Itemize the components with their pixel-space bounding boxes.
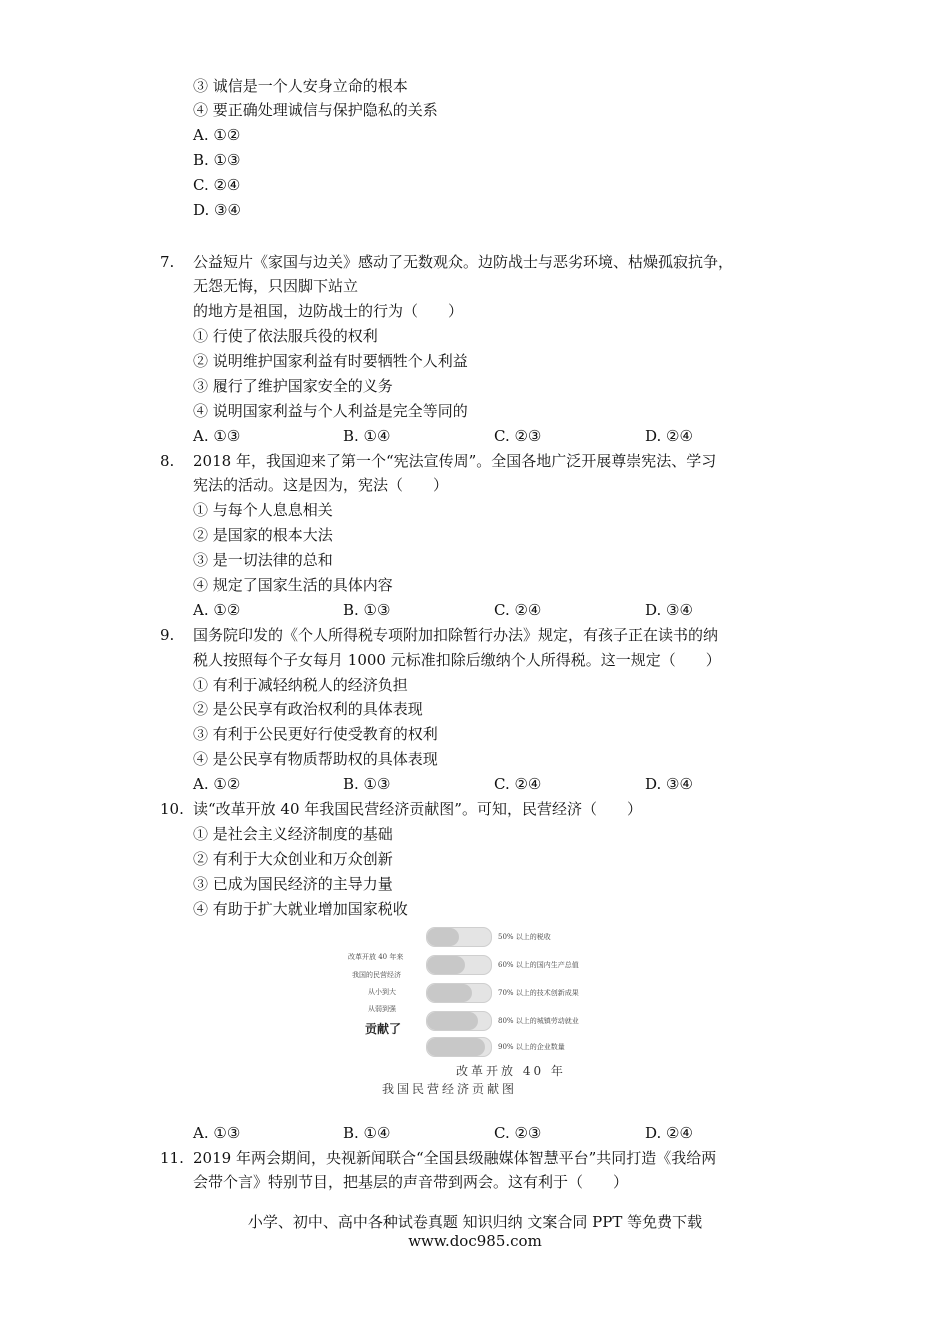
contribution-label-5: 90% 以上的企业数量 bbox=[498, 1043, 565, 1051]
q10-option-c: C. ②③ bbox=[494, 1124, 542, 1142]
contribution-bar-1 bbox=[426, 927, 492, 947]
figure-caption-1: 改革开放 40 年 bbox=[456, 1064, 566, 1078]
contribution-bar-fill bbox=[427, 984, 472, 1002]
q10-option-a: A. ①③ bbox=[193, 1124, 241, 1142]
q9-number: 9. bbox=[160, 626, 175, 644]
q6-item-3: ③ 诚信是一个人安身立命的根本 bbox=[193, 77, 408, 95]
contribution-label-3: 70% 以上的技术创新成果 bbox=[498, 989, 579, 997]
q8-stem-line-1: 2018 年，我国迎来了第一个“宪法宣传周”。全国各地广泛开展尊崇宪法、学习 bbox=[193, 452, 717, 470]
q7-stem-line-3: 的地方是祖国，边防战士的行为（ ） bbox=[193, 302, 464, 320]
q10-item-2: ② 有利于大众创业和万众创新 bbox=[193, 850, 393, 868]
q7-option-d: D. ②④ bbox=[645, 427, 693, 445]
figure-caption-2: 我国民营经济贡献图 bbox=[382, 1082, 518, 1096]
contribution-label-2: 60% 以上的国内生产总值 bbox=[498, 961, 579, 969]
q9-item-4: ④ 是公民享有物质帮助权的具体表现 bbox=[193, 750, 438, 768]
contribution-bar-4 bbox=[426, 1011, 492, 1031]
figure-left-big: 贡献了 bbox=[365, 1022, 402, 1036]
q7-stem-line-2: 无怨无悔，只因脚下站立 bbox=[193, 277, 359, 295]
q11-stem-line-1: 2019 年两会期间，央视新闻联合“全国县级融媒体智慧平台”共同打造《我给两 bbox=[193, 1149, 717, 1167]
figure-left-line-3: 从小到大 bbox=[368, 988, 396, 996]
private-economy-contribution-figure bbox=[330, 920, 620, 1100]
q8-item-4: ④ 规定了国家生活的具体内容 bbox=[193, 576, 393, 594]
q9-option-a: A. ①② bbox=[193, 775, 241, 793]
q10-option-d: D. ②④ bbox=[645, 1124, 693, 1142]
q9-stem-line-2: 税人按照每个子女每月 1000 元标准扣除后缴纳个人所得税。这一规定（ ） bbox=[193, 651, 721, 669]
figure-left-line-2: 我国的民营经济 bbox=[352, 971, 401, 979]
q8-item-1: ① 与每个人息息相关 bbox=[193, 501, 333, 519]
contribution-bar-fill bbox=[427, 1038, 485, 1056]
q10-item-1: ① 是社会主义经济制度的基础 bbox=[193, 825, 393, 843]
q11-stem-line-2: 会带个言》特别节目，把基层的声音带到两会。这有利于（ ） bbox=[193, 1173, 629, 1191]
footer-line-1: 小学、初中、高中各种试卷真题 知识归纳 文案合同 PPT 等免费下载 bbox=[247, 1213, 703, 1231]
figure-left-line-1: 改革开放 40 年来 bbox=[348, 953, 404, 961]
q8-option-c: C. ②④ bbox=[494, 601, 542, 619]
q7-option-c: C. ②③ bbox=[494, 427, 542, 445]
q10-item-4: ④ 有助于扩大就业增加国家税收 bbox=[193, 900, 408, 918]
q7-option-a: A. ①③ bbox=[193, 427, 241, 445]
q7-item-1: ① 行使了依法服兵役的权利 bbox=[193, 327, 378, 345]
q10-stem-line-1: 读“改革开放 40 年我国民营经济贡献图”。可知，民营经济（ ） bbox=[193, 800, 642, 818]
contribution-bar-3 bbox=[426, 983, 492, 1003]
q9-item-2: ② 是公民享有政治权利的具体表现 bbox=[193, 700, 423, 718]
q9-item-3: ③ 有利于公民更好行使受教育的权利 bbox=[193, 725, 438, 743]
q8-item-3: ③ 是一切法律的总和 bbox=[193, 551, 333, 569]
q8-option-a: A. ①② bbox=[193, 601, 241, 619]
q8-item-2: ② 是国家的根本大法 bbox=[193, 526, 333, 544]
q7-number: 7. bbox=[160, 253, 175, 271]
q6-option-a: A. ①② bbox=[193, 126, 241, 144]
q8-stem-line-2: 宪法的活动。这是因为，宪法（ ） bbox=[193, 476, 449, 494]
figure-left-line-4: 从弱到强 bbox=[368, 1005, 396, 1013]
footer-url: www.doc985.com bbox=[408, 1232, 542, 1250]
q9-stem-line-1: 国务院印发的《个人所得税专项附加扣除暂行办法》规定，有孩子正在读书的纳 bbox=[193, 626, 719, 644]
contribution-bar-fill bbox=[427, 1012, 478, 1030]
q10-item-3: ③ 已成为国民经济的主导力量 bbox=[193, 875, 393, 893]
q6-option-b: B. ①③ bbox=[193, 151, 241, 169]
q10-option-b: B. ①④ bbox=[343, 1124, 391, 1142]
q7-item-4: ④ 说明国家利益与个人利益是完全等同的 bbox=[193, 402, 468, 420]
q6-item-4: ④ 要正确处理诚信与保护隐私的关系 bbox=[193, 101, 438, 119]
contribution-label-1: 50% 以上的税收 bbox=[498, 933, 551, 941]
contribution-label-4: 80% 以上的城镇劳动就业 bbox=[498, 1017, 579, 1025]
q8-number: 8. bbox=[160, 452, 175, 470]
contribution-bar-2 bbox=[426, 955, 492, 975]
q7-item-3: ③ 履行了维护国家安全的义务 bbox=[193, 377, 393, 395]
q8-option-d: D. ③④ bbox=[645, 601, 693, 619]
q9-option-c: C. ②④ bbox=[494, 775, 542, 793]
q8-option-b: B. ①③ bbox=[343, 601, 391, 619]
q7-option-b: B. ①④ bbox=[343, 427, 391, 445]
q6-option-c: C. ②④ bbox=[193, 176, 241, 194]
q7-item-2: ② 说明维护国家利益有时要牺牲个人利益 bbox=[193, 352, 468, 370]
contribution-bar-5 bbox=[426, 1037, 492, 1057]
contribution-bar-fill bbox=[427, 928, 459, 946]
q6-option-d: D. ③④ bbox=[193, 201, 241, 219]
q10-number: 10. bbox=[160, 800, 184, 818]
contribution-bar-fill bbox=[427, 956, 465, 974]
q9-item-1: ① 有利于减轻纳税人的经济负担 bbox=[193, 676, 408, 694]
q9-option-d: D. ③④ bbox=[645, 775, 693, 793]
q9-option-b: B. ①③ bbox=[343, 775, 391, 793]
q11-number: 11. bbox=[160, 1149, 184, 1167]
q7-stem-line-1: 公益短片《家国与边关》感动了无数观众。边防战士与恶劣环境、枯燥孤寂抗争， bbox=[193, 253, 734, 271]
